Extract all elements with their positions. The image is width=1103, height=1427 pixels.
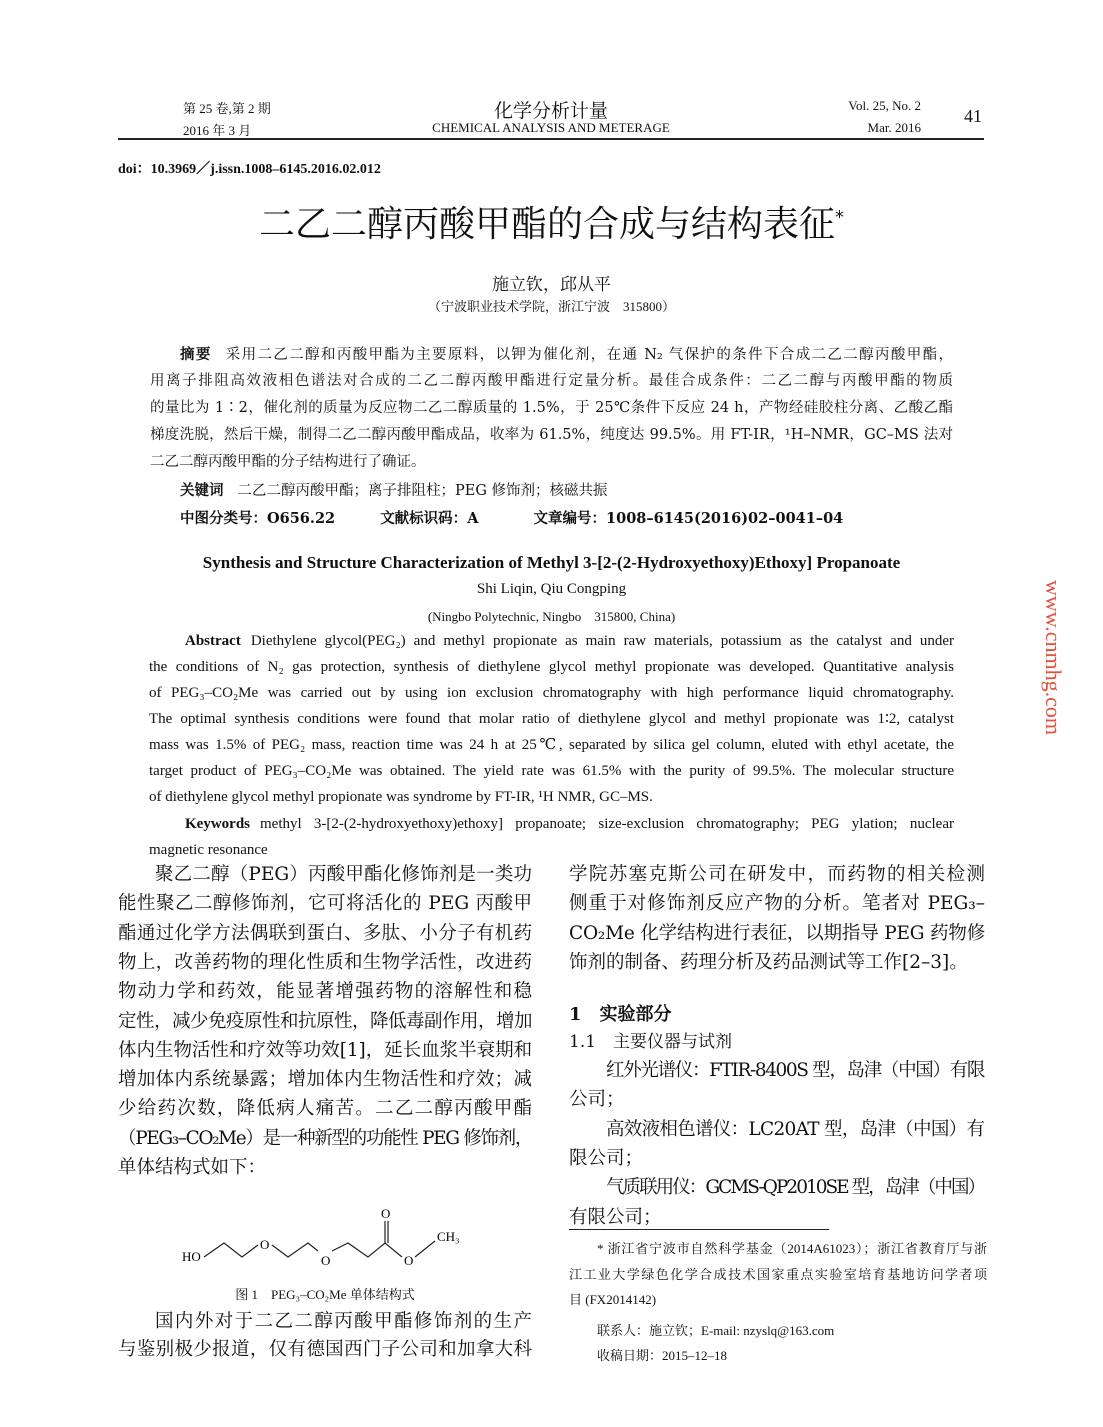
abstract-en-line: the conditions of N₂ gas protection, synthesis of diethylene glycol methyl propionate was developed. Quantitative analysis [149,659,954,675]
structure-figure [180,1205,480,1265]
footnote-rule [569,1229,829,1230]
journal-title-cn: 化学分析计量 [493,101,608,122]
body-text-line: 公司； [569,1089,625,1111]
footnote-line: 江工业大学绿色化学合成技术国家重点实验室培育基地访问学者项 [569,1266,987,1282]
abstract-en-line: of diethylene glycol methyl propionate was syndrome by FT-IR, ¹H NMR, GC–MS. [149,789,653,805]
abstract-cn-line: 二乙二醇丙酸甲酯的分子结构进行了确证。 [150,454,426,470]
date-en: Mar. 2016 [867,120,921,135]
classification: 中图分类号：O656.22 文献标识码：A 文章编号：1008–6145(2016)02–0041–04 [180,510,844,527]
figure-caption: 图 1 PEG₃–CO₂Me 单体结构式 [235,1287,415,1302]
body-text-line: 侧重于对修饰剂反应产物的分析。笔者对 PEG₃– [569,893,985,915]
molecule-bonds [204,1221,435,1257]
body-text-line: 增加体内系统暴露；增加体内生物活性和疗效；减 [118,1069,532,1091]
title-text: 二乙二醇丙酸甲酯的合成与结构表征 [258,204,835,245]
date-cn: 2016 年 3 月 [183,123,252,138]
body-text-line: 物上，改善药物的理化性质和生物学活性，改进药 [118,951,532,973]
body-text-line: 红外光谱仪：FTIR-8400S 型，岛津（中国）有限 [606,1060,984,1081]
body-text-line: 高效液相色谱仪：LC20AT 型，岛津（中国）有 [606,1118,985,1140]
footnote-line: * 浙江省宁波市自然科学基金（2014A61023）；浙江省教育厅与浙 [597,1241,987,1256]
body-text-line: 少给药次数，降低病人痛苦。二乙二醇丙酸甲酯 [118,1098,532,1120]
body-text-line: （PEG₃–CO₂Me）是一种新型的功能性 PEG 修饰剂， [118,1127,532,1149]
abstract-en-line: The optimal synthesis conditions were found that molar ratio of diethylene glycol and methyl propionate was 1∶2, catalyst [149,711,954,727]
atom-o1: O [260,1237,270,1252]
abstract-en-line: of PEG₃–CO₂Me was carried out by using ion exclusion chromatography with high performance liquid chromatography. [149,685,954,701]
atom-o-ester: O [404,1253,414,1265]
affiliation-cn: （宁波职业技术学院，浙江宁波 315800） [427,299,675,314]
body-text-line: 物动力学和药效，能显著增强药物的溶解性和稳 [118,981,532,1003]
abstract-cn-line: 摘要 采用二乙二醇和丙酸甲酯为主要原料，以钾为催化剂，在通 N₂ 气保护的条件下合成二乙二醇丙酸甲酯， [180,346,954,363]
body-left-paragraph-line: 国内外对于二乙二醇丙酸甲酯修饰剂的生产 [155,1311,532,1332]
authors-cn: 施立钦，邱从平 [492,275,611,295]
body-text-line: 饰剂的制备、药理分析及药品测试等工作[2–3]。 [569,951,968,973]
authors-en: Shi Liqin, Qiu Congping [476,581,627,597]
doi: doi：10.3969／j.issn.1008–6145.2016.02.012 [118,162,381,177]
volume-issue-cn: 第 25 卷,第 2 期 [183,101,271,116]
body-text-line: 有限公司； [569,1206,662,1228]
body-text-line: 气质联用仪：GCMS-QP2010SE 型，岛津（中国） [606,1177,984,1199]
atom-ch3: CH₃ [437,1229,460,1244]
abstract-en-line: Abstract Diethylene glycol(PEG₂) and methyl propionate as main raw materials, potassium as the catalyst and under [185,633,954,649]
page-number: 41 [964,106,982,126]
section-heading-1: 1 实验部分 [569,1004,672,1025]
abstract-cn-line: 用离子排阻高效液相色谱法对合成的二乙二醇丙酸甲酯进行定量分析。最佳合成条件：二乙二醇与丙酸甲酯的物质 [150,373,953,389]
volume-issue-en: Vol. 25, No. 2 [848,98,921,113]
atom-ho: HO [182,1249,201,1264]
footnote-line: 目 (FX2014142) [569,1292,657,1307]
body-text-line: 酯通过化学方法偶联到蛋白、多肽、小分子有机药 [118,922,532,944]
footnote-line: 联系人：施立钦；E-mail: nzyslq@163.com [597,1322,835,1338]
atom-o-carbonyl: O [381,1206,391,1221]
body-text-line: CO₂Me 化学结构进行表征，以期指导 PEG 药物修 [569,922,985,944]
title-en: Synthesis and Structure Characterization of Methyl 3-[2-(2-Hydroxyethoxy)Ethoxy] Propanoate [202,553,901,572]
section-heading-1-1: 1.1 主要仪器与试剂 [569,1032,733,1052]
affiliation-en: (Ningbo Polytechnic, Ningbo 315800, China) [427,609,676,624]
keywords-cn: 关键词 二乙二醇丙酸甲酯；离子排阻柱；PEG 修饰剂；核磁共振 [180,482,608,499]
header-rule [118,138,984,140]
body-text-line: 能性聚乙二醇修饰剂，它可将活化的 PEG 丙酸甲 [118,893,532,915]
body-left-paragraph-line: 与鉴别极少报道，仅有德国西门子公司和加拿大科 [118,1339,532,1360]
body-text-line: 限公司； [569,1147,644,1169]
abstract-en-line: mass was 1.5% of PEG₂ mass, reaction time was 24 h at 25℃, separated by silica gel column, eluted with ethyl acetate, the [149,737,954,753]
title-footnote-mark: * [835,207,844,228]
watermark: www.cnmhg.com [1041,580,1066,735]
journal-title-en: CHEMICAL ANALYSIS AND METERAGE [432,120,670,135]
body-text-line: 体内生物活性和疗效等功效[1]，延长血浆半衰期和 [118,1039,532,1061]
body-text-line: 定性，减少免疫原性和抗原性，降低毒副作用，增加 [118,1010,533,1032]
abstract-en-line: target product of PEG₃–CO₂Me was obtained. The yield rate was 61.5% with the purity of 99.5%. The molecular structure [149,763,954,779]
body-text-line: 学院苏塞克斯公司在研发中，而药物的相关检测 [569,864,985,885]
keywords-en-line: magnetic resonance [149,842,268,858]
abstract-cn-line: 梯度洗脱，然后干燥，制得二乙二醇丙酸甲酯成品，收率为 61.5%，纯度达 99.5%。用 FT-IR，¹H–NMR，GC–MS 法对 [150,427,953,443]
body-text-line: 聚乙二醇（PEG）丙酸甲酯化修饰剂是一类功 [155,864,532,885]
body-text-line: 单体结构式如下： [118,1157,267,1178]
footnote-line: 收稿日期：2015–12–18 [597,1348,728,1363]
title-cn [0,196,1103,247]
atom-o2: O [321,1253,331,1265]
abstract-cn-line: 的量比为 1∶2，催化剂的质量为反应物二乙二醇质量的 1.5%，于 25℃条件下反应 24 h，产物经硅胶柱分离、乙酸乙酯 [150,400,953,416]
abstract-cn-label: 摘要 [180,346,212,363]
keywords-en: Keywords methyl 3-[2-(2-hydroxyethoxy)ethoxy] propanoate; size-exclusion chromatography; PEG ylation; nuclear [185,816,954,832]
